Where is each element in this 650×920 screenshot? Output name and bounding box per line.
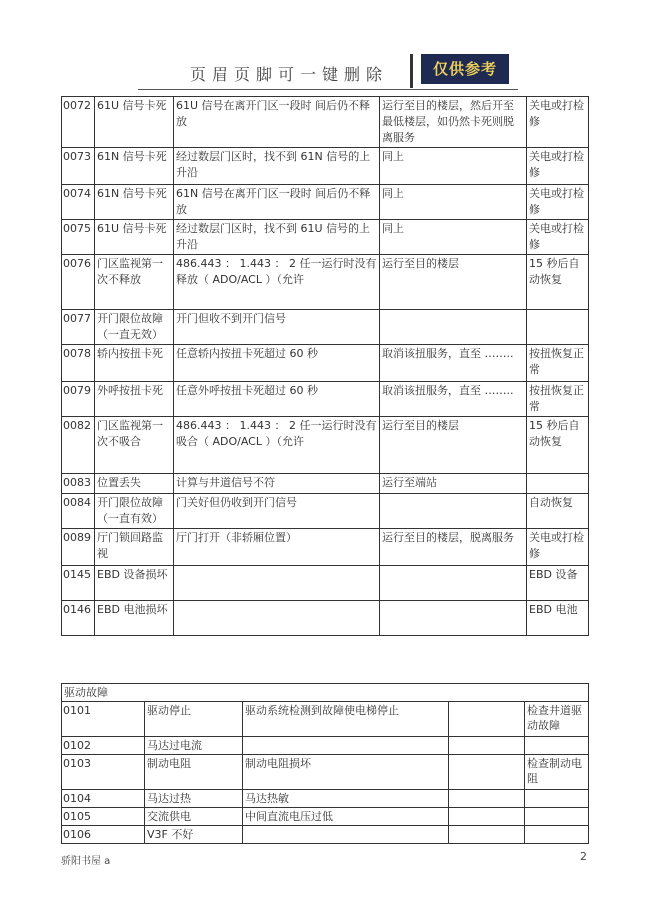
- cell-recover: [527, 310, 589, 345]
- table-row: [62, 310, 589, 345]
- cell-code: 0077: [62, 310, 95, 345]
- cell-name: 61U 信号卡死: [95, 220, 174, 255]
- cell-desc: 61U 信号在离开门区一段时 间后仍不释放: [174, 97, 380, 148]
- cell-code: 0105: [62, 808, 145, 826]
- cell-desc: 厅门打开（非轿厢位置）: [174, 529, 380, 566]
- cell-action: 运行至目的楼层: [380, 255, 527, 310]
- cell-action: 运行至目的楼层，脱离服务: [380, 529, 527, 566]
- cell-desc: [243, 826, 449, 844]
- cell-name: 外呼按扭卡死: [95, 382, 174, 417]
- cell-code: 0078: [62, 345, 95, 382]
- cell-action: 取消该扭服务，直至 ……..: [380, 345, 527, 382]
- table-row: [62, 345, 589, 382]
- cell-action: 同上: [380, 220, 527, 255]
- cell-action: [380, 310, 527, 345]
- cell-action: [449, 755, 525, 790]
- cell-action: 同上: [380, 185, 527, 220]
- cell-desc: 门关好但仍收到开门信号: [174, 494, 380, 529]
- cell-desc: [243, 737, 449, 755]
- cell-desc: 驱动系统检测到故障使电梯停止: [243, 702, 449, 737]
- table-row: [62, 755, 589, 790]
- cell-action: 运行至目的楼层，然后开至最低楼层，如仍然卡死则脱离服务: [380, 97, 527, 148]
- cell-name: 位置丢失: [95, 474, 174, 494]
- cell-code: 0075: [62, 220, 95, 255]
- cell-code: 0089: [62, 529, 95, 566]
- cell-action: [449, 808, 525, 826]
- cell-recover: 15 秒后自动恢复: [527, 255, 589, 310]
- cell-name: 门区监视第一次不释放: [95, 255, 174, 310]
- table-row: [62, 566, 589, 601]
- cell-desc: 经过数层门区时，找不到 61N 信号的上升沿: [174, 148, 380, 185]
- table-row: [62, 737, 589, 755]
- table-row: [62, 97, 589, 148]
- cell-code: 0082: [62, 417, 95, 474]
- cell-action: [380, 566, 527, 601]
- cell-desc: 开门但收不到开门信号: [174, 310, 380, 345]
- cell-action: 运行至目的楼层: [380, 417, 527, 474]
- header-underline: [138, 89, 518, 90]
- cell-recover: [527, 474, 589, 494]
- cell-code: 0101: [62, 702, 145, 737]
- cell-name: 61N 信号卡死: [95, 148, 174, 185]
- cell-code: 0076: [62, 255, 95, 310]
- table-row: [62, 185, 589, 220]
- cell-action: [449, 702, 525, 737]
- table-row: [62, 790, 589, 808]
- cell-desc: 任意外呼按扭卡死超过 60 秒: [174, 382, 380, 417]
- cell-recover: 按扭恢复正常: [527, 382, 589, 417]
- table-row: [62, 255, 589, 310]
- cell-recover: 关电或打检修: [527, 529, 589, 566]
- cell-name: 61N 信号卡死: [95, 185, 174, 220]
- cell-action: [449, 826, 525, 844]
- cell-recover: [525, 737, 589, 755]
- table-row: [62, 417, 589, 474]
- cell-recover: 15 秒后自动恢复: [527, 417, 589, 474]
- cell-name: 制动电阻: [145, 755, 243, 790]
- cell-recover: 关电或打检修: [527, 97, 589, 148]
- cell-action: [449, 737, 525, 755]
- cell-code: 0083: [62, 474, 95, 494]
- table-row: [62, 220, 589, 255]
- cell-name: EBD 电池损坏: [95, 601, 174, 636]
- cell-recover: EBD 设备: [527, 566, 589, 601]
- section-title: 驱动故障: [62, 684, 589, 702]
- cell-code: 0072: [62, 97, 95, 148]
- drive-fault-table: [61, 683, 589, 844]
- cell-desc: 制动电阻损坏: [243, 755, 449, 790]
- table-row: [62, 382, 589, 417]
- cell-name: EBD 设备损坏: [95, 566, 174, 601]
- cell-recover: 检查制动电阻: [525, 755, 589, 790]
- table-row: [62, 808, 589, 826]
- cell-name: 马达过热: [145, 790, 243, 808]
- cell-code: 0103: [62, 755, 145, 790]
- cell-recover: [525, 808, 589, 826]
- table-row: [62, 826, 589, 844]
- cell-desc: 486.443 ： 1.443 ： 2 任一运行时没有释放（ ADO/ACL ）（允许: [174, 255, 380, 310]
- cell-name: 61U 信号卡死: [95, 97, 174, 148]
- header-divider: [410, 54, 413, 88]
- cell-action: 同上: [380, 148, 527, 185]
- cell-desc: [174, 601, 380, 636]
- cell-name: 开门限位故障（一直有效）: [95, 494, 174, 529]
- cell-desc: 任意轿内按扭卡死超过 60 秒: [174, 345, 380, 382]
- cell-code: 0104: [62, 790, 145, 808]
- cell-code: 0102: [62, 737, 145, 755]
- cell-name: 门区监视第一次不吸合: [95, 417, 174, 474]
- cell-recover: 自动恢复: [527, 494, 589, 529]
- cell-desc: 61N 信号在离开门区一段时 间后仍不释放: [174, 185, 380, 220]
- cell-code: 0106: [62, 826, 145, 844]
- cell-recover: [525, 826, 589, 844]
- cell-code: 0079: [62, 382, 95, 417]
- table-row: [62, 601, 589, 636]
- cell-code: 0074: [62, 185, 95, 220]
- cell-name: 马达过电流: [145, 737, 243, 755]
- cell-recover: 关电或打检修: [527, 185, 589, 220]
- cell-desc: 中间直流电压过低: [243, 808, 449, 826]
- table-row: [62, 148, 589, 185]
- cell-name: 交流供电: [145, 808, 243, 826]
- cell-name: 驱动停止: [145, 702, 243, 737]
- cell-desc: 486.443 ： 1.443 ： 2 任一运行时没有吸合（ ADO/ACL ）（允许: [174, 417, 380, 474]
- cell-code: 0084: [62, 494, 95, 529]
- cell-code: 0146: [62, 601, 95, 636]
- cell-name: 厅门锁回路监视: [95, 529, 174, 566]
- table-row: [62, 474, 589, 494]
- cell-name: 轿内按扭卡死: [95, 345, 174, 382]
- page-number: 2: [580, 850, 587, 863]
- cell-action: 取消该扭服务，直至 ……..: [380, 382, 527, 417]
- cell-name: 开门限位故障（一直无效）: [95, 310, 174, 345]
- cell-action: [449, 790, 525, 808]
- cell-desc: 计算与井道信号不符: [174, 474, 380, 494]
- footer-left: 骄阳书屋 a: [61, 856, 111, 867]
- cell-action: [380, 601, 527, 636]
- cell-desc: 马达热敏: [243, 790, 449, 808]
- header-title: 页眉页脚可一键删除: [190, 65, 389, 84]
- fault-table-1: [61, 96, 589, 636]
- page-header: [138, 54, 518, 90]
- reference-badge: 仅供参考: [421, 54, 509, 84]
- table-row: [62, 702, 589, 737]
- cell-desc: [174, 566, 380, 601]
- section-title-row: [62, 684, 589, 702]
- cell-action: 运行至端站: [380, 474, 527, 494]
- cell-code: 0145: [62, 566, 95, 601]
- cell-code: 0073: [62, 148, 95, 185]
- cell-recover: 按扭恢复正常: [527, 345, 589, 382]
- table-row: [62, 494, 589, 529]
- cell-recover: 检查井道驱动故障: [525, 702, 589, 737]
- cell-action: [380, 494, 527, 529]
- cell-desc: 经过数层门区时，找不到 61U 信号的上升沿: [174, 220, 380, 255]
- cell-recover: [525, 790, 589, 808]
- cell-recover: 关电或打检修: [527, 148, 589, 185]
- cell-name: V3F 不好: [145, 826, 243, 844]
- cell-recover: EBD 电池: [527, 601, 589, 636]
- table-row: [62, 529, 589, 566]
- cell-recover: 关电或打检修: [527, 220, 589, 255]
